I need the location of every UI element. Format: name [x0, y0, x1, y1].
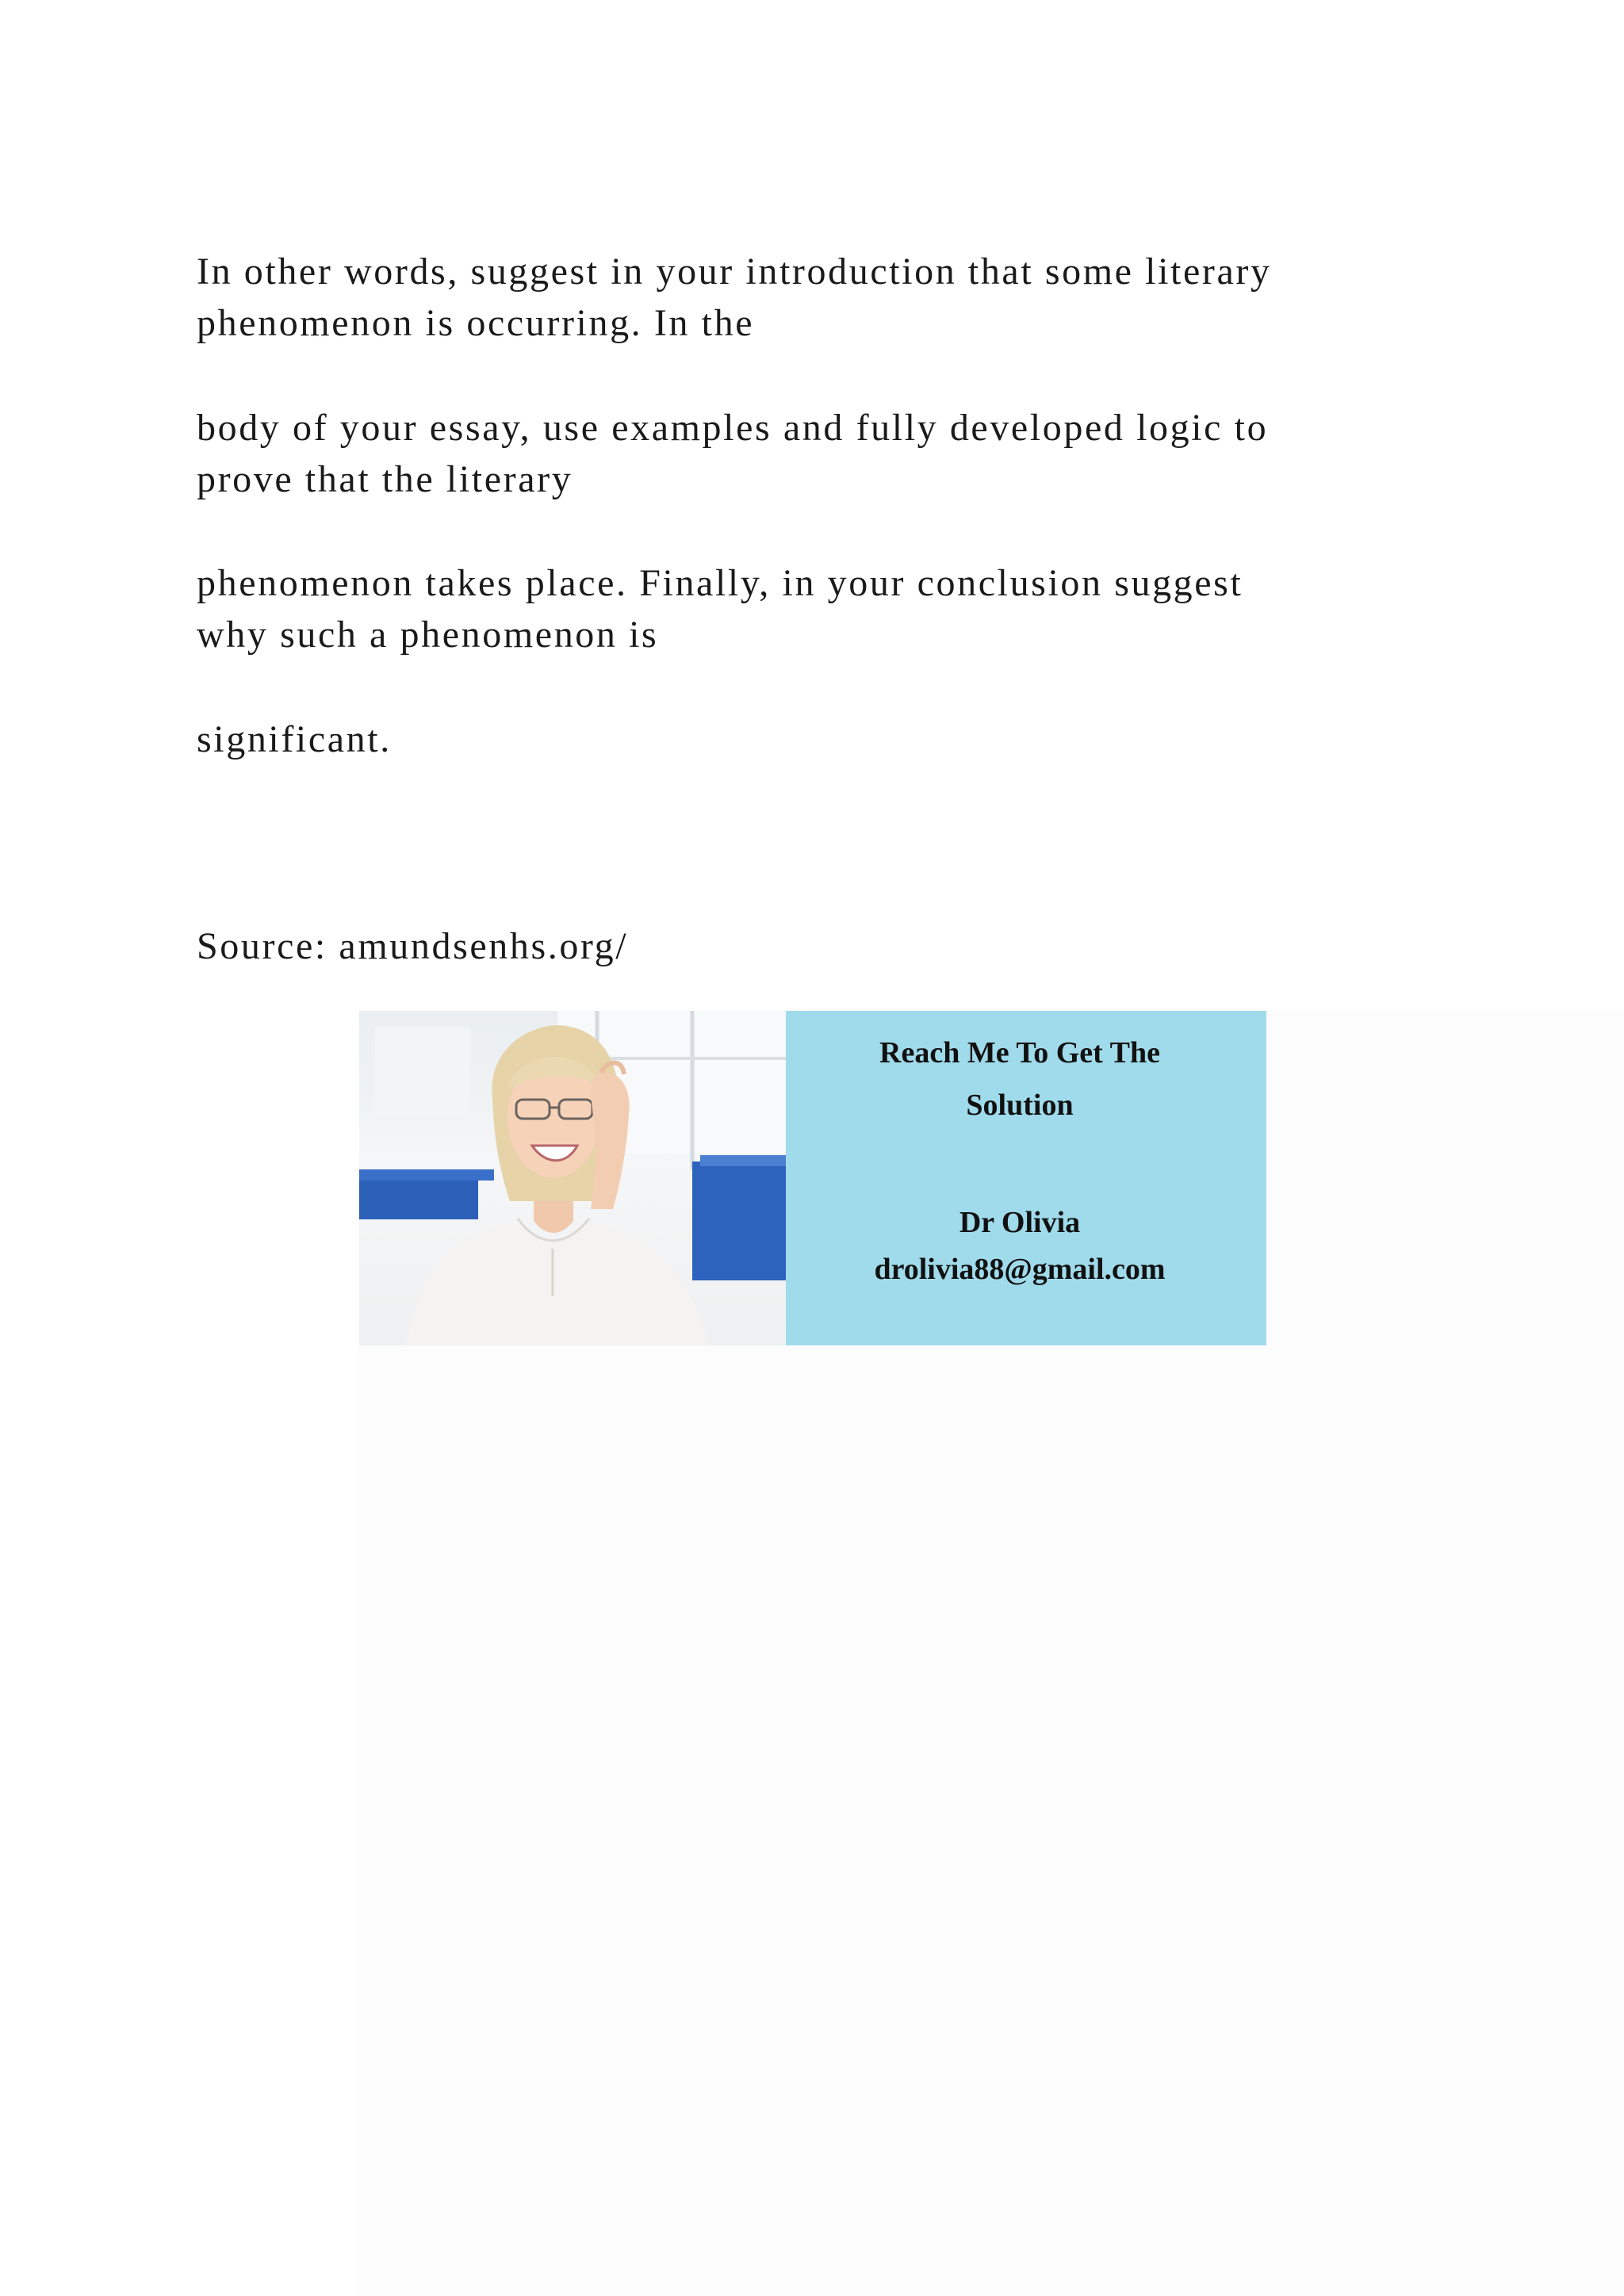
scan-shade-strip — [1266, 1011, 1624, 1345]
paragraph-line: body of your essay, use examples and fully developed logic to — [197, 407, 1269, 449]
paragraph-4 — [197, 714, 1434, 765]
tutor-photo — [359, 1011, 786, 1345]
paragraph-2 — [197, 402, 1434, 505]
paragraph-1 — [197, 246, 1434, 349]
paragraph-line: phenomenon takes place. Finally, in your conclusion suggest — [197, 562, 1243, 604]
contact-email: drolivia88@gmail.com — [874, 1253, 1166, 1286]
paragraph-line: why such a phenomenon is — [197, 614, 659, 656]
banner-heading-line-1: Reach Me To Get The — [879, 1036, 1160, 1070]
contact-info-panel — [786, 1011, 1266, 1345]
paragraph-line: prove that the literary — [197, 458, 573, 500]
paragraph-line: significant. — [197, 718, 392, 760]
tutor-photo-illustration — [359, 1011, 786, 1345]
banner-heading-line-2: Solution — [966, 1089, 1074, 1122]
contact-name: Dr Olivia — [959, 1206, 1081, 1239]
paragraph-line: In other words, suggest in your introduction that some literary — [197, 251, 1272, 293]
paragraph-line: phenomenon is occurring. In the — [197, 302, 755, 344]
source-line: Source: amundsenhs.org/ — [197, 925, 629, 967]
contact-banner — [359, 1011, 1266, 1345]
scan-shade-column — [359, 1345, 1624, 2296]
paragraph-3 — [197, 557, 1434, 660]
